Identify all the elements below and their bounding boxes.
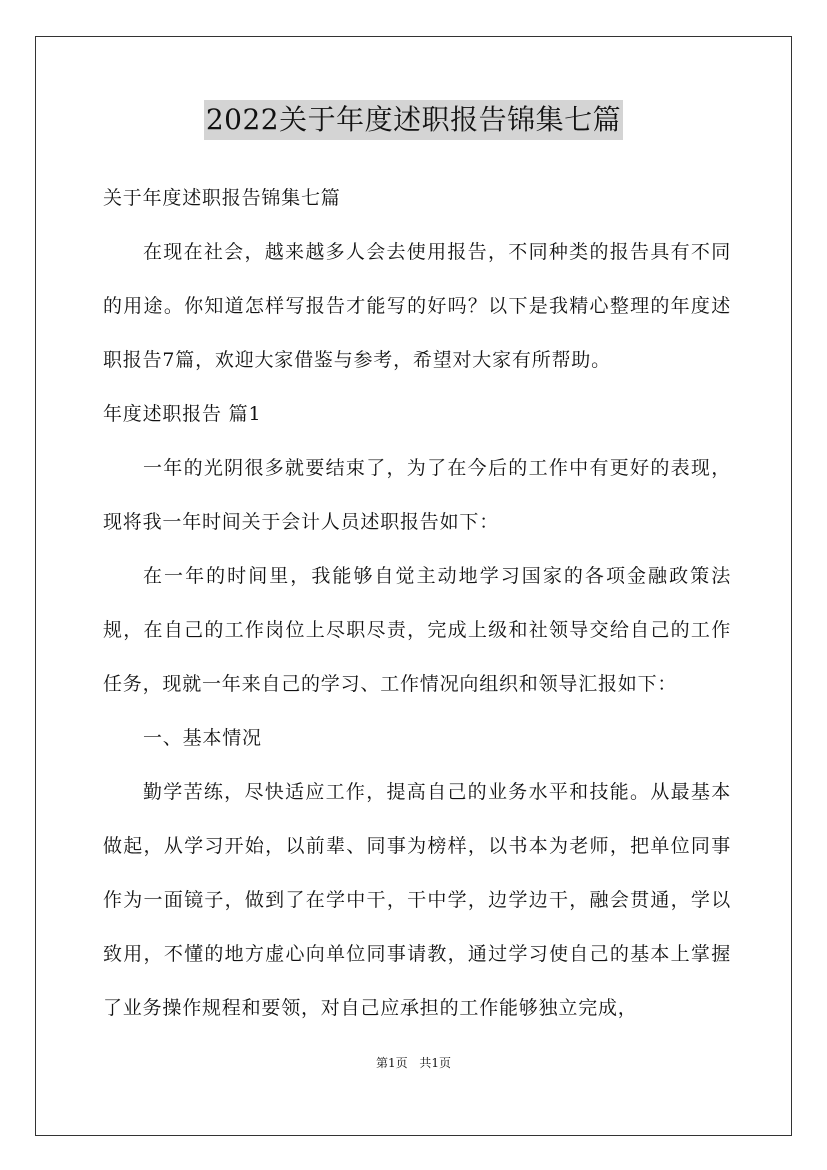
paragraph: 在现在社会，越来越多人会去使用报告，不同种类的报告具有不同的用途。你知道怎样写报告才能写的好吗？以下是我精心整理的年度述职报告7篇，欢迎大家借鉴与参考，希望对大家有所帮助。	[103, 241, 731, 371]
paragraph: 勤学苦练，尽快适应工作，提高自己的业务水平和技能。从最基本做起，从学习开始，以前辈、同事为榜样，以书本为老师，把单位同事作为一面镜子，做到了在学中干，干中学，边学边干，融会贯通，学以致用，不懂的地方虚心向单位同事请教，通过学习使自己的基本上掌握了业务操作规程和要领，对自己应承担的工作能够独立完成，	[103, 781, 731, 1019]
document-title: 2022关于年度述职报告锦集七篇	[204, 100, 623, 140]
paragraph: 关于年度述职报告锦集七篇	[103, 187, 341, 209]
document-body	[103, 171, 731, 1035]
page-footer	[0, 1055, 827, 1071]
page-total: 共1页	[419, 1056, 452, 1070]
paragraph: 一年的光阴很多就要结束了，为了在今后的工作中有更好的表现，现将我一年时间关于会计人员述职报告如下：	[103, 457, 731, 533]
title-container	[0, 100, 827, 140]
paragraph: 在一年的时间里，我能够自觉主动地学习国家的各项金融政策法规，在自己的工作岗位上尽职尽责，完成上级和社领导交给自己的工作任务，现就一年来自己的学习、工作情况向组织和领导汇报如下：	[103, 565, 731, 695]
page-number: 第1页	[375, 1056, 408, 1070]
section-heading: 年度述职报告 篇1	[103, 403, 262, 425]
subsection-heading: 一、基本情况	[143, 727, 262, 749]
